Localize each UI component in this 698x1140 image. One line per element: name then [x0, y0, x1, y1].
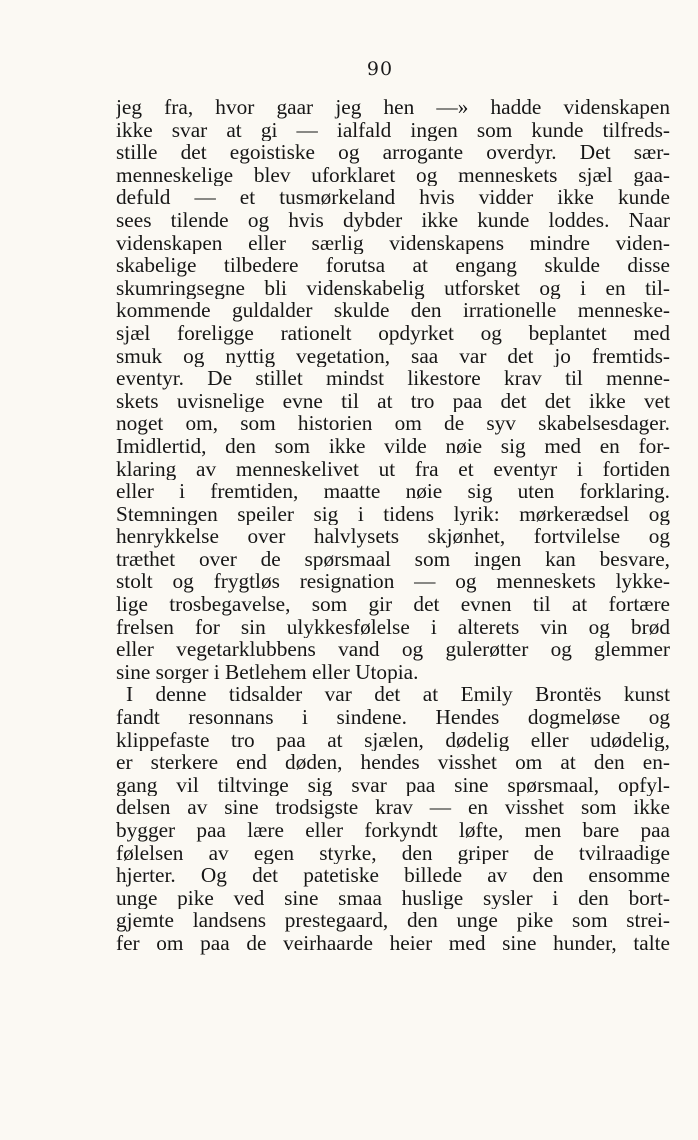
text-line: videnskapen eller særlig videnskapens mindre viden- — [116, 231, 670, 255]
page-number: 90 — [366, 58, 394, 80]
text-line: gjemte landsens prestegaard, den unge pike som strei- — [116, 909, 670, 932]
text-line: delsen av sine trodsigste krav — en visshet som ikke — [116, 796, 670, 819]
text-line: defuld — et tusmørkeland hvis vidder ikke kunde — [116, 186, 670, 209]
text-line: skumringsegne bli videnskabelig utforsket og i en til- — [116, 276, 670, 300]
text-line: træthet over de spørsmaal som ingen kan besvare, — [116, 547, 670, 571]
text-line: frelsen for sin ulykkesfølelse i alterets vin og brød — [116, 615, 670, 639]
text-line: sjæl foreligge rationelt opdyrket og beplantet med — [116, 321, 670, 345]
text-line: lige trosbegavelse, som gir det evnen til at fortære — [116, 593, 670, 616]
text-line: er sterkere end døden, hendes visshet om at den en- — [116, 751, 670, 774]
text-line: fandt resonnans i sindene. Hendes dogmeløse og — [116, 706, 670, 729]
body-text — [116, 96, 670, 955]
text-line: ikke svar at gi — ialfald ingen som kunde tilfreds- — [116, 118, 670, 142]
text-line: Stemningen speiler sig i tidens lyrik: mørkerædsel og — [116, 502, 670, 526]
text-line: smuk og nyttig vegetation, saa var det jo fremtids- — [116, 344, 670, 368]
text-line: eventyr. De stillet mindst likestore krav til menne- — [116, 367, 670, 390]
text-line: sine sorger i Betlehem eller Utopia. — [116, 660, 419, 684]
text-line: noget om, som historien om de syv skabelsesdager. — [116, 412, 670, 435]
text-line: menneskelige blev uforklaret og menneskets sjæl gaa- — [116, 163, 670, 187]
text-line: bygger paa lære eller forkyndt løfte, men bare paa — [116, 819, 670, 842]
text-line: Imidlertid, den som ikke vilde nøie sig med en for- — [116, 434, 670, 458]
text-line: følelsen av egen styrke, den griper de tvilraadige — [116, 841, 670, 865]
text-line: skabelige tilbedere forutsa at engang skulde disse — [116, 254, 670, 277]
text-line: eller i fremtiden, maatte nøie sig uten forklaring. — [116, 480, 670, 503]
text-line: gang vil tiltvinge sig svar paa sine spørsmaal, opfyl- — [116, 773, 670, 797]
text-line: eller vegetarklubbens vand og gulerøtter og glemmer — [116, 638, 670, 661]
text-line: skets uvisnelige evne til at tro paa det det ikke vet — [116, 389, 670, 413]
text-line: klaring av menneskelivet ut fra et eventyr i fortiden — [116, 457, 670, 481]
text-line: klippefaste tro paa at sjælen, dødelig eller udødelig, — [116, 728, 670, 752]
text-line: stille det egoistiske og arrogante overdyr. Det sær- — [116, 141, 670, 164]
text-line: henrykkelse over halvlysets skjønhet, fortvilelse og — [116, 525, 670, 548]
text-line: hjerter. Og det patetiske billede av den ensomme — [116, 864, 670, 887]
text-line: I denne tidsalder var det at Emily Brontës kunst — [126, 683, 670, 707]
text-line: unge pike ved sine smaa huslige sysler i den bort- — [116, 886, 670, 910]
text-line: fer om paa de veirhaarde heier med sine hunder, talte — [116, 931, 670, 955]
text-line: jeg fra, hvor gaar jeg hen —» hadde videnskapen — [116, 96, 670, 119]
text-line: kommende guldalder skulde den irrationelle menneske- — [116, 299, 670, 322]
text-line: stolt og frygtløs resignation — og menneskets lykke- — [116, 570, 670, 594]
text-line: sees tilende og hvis dybder ikke kunde loddes. Naar — [116, 208, 670, 232]
